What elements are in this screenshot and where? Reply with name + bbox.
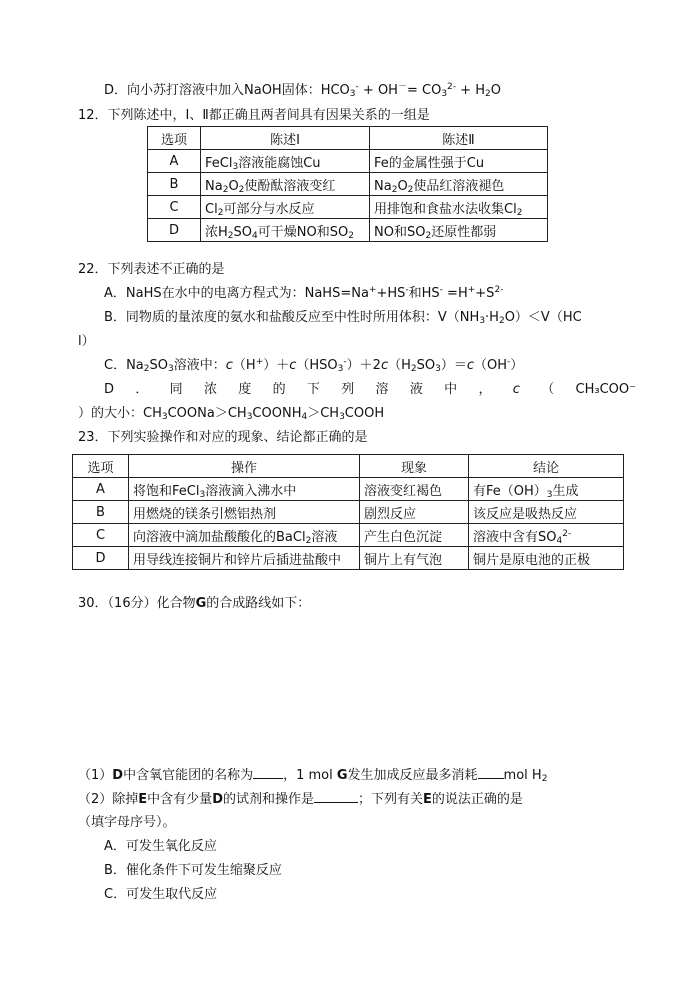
- table-row: [73, 501, 624, 524]
- q23-c-phenomenon: 产生白色沉淀: [360, 524, 469, 547]
- q30-stem: 30．（16分）化合物G的合成路线如下：: [78, 596, 311, 611]
- q23-header-conclusion: 结论: [469, 455, 624, 478]
- table-row: [148, 219, 548, 242]
- q11-option-d: D．向小苏打溶液中加入NaOH固体：$HCO_3^- + OH^-= CO_3^{2-} + H_2O$: [104, 82, 501, 99]
- q22-option-d-continued: ）的大小：$CH_3COONa>CH_3COONH_4>CH_3COOH$: [78, 406, 385, 422]
- q30-option-c: C．可发生取代反应: [104, 887, 218, 902]
- q23-a-operation: 将饱和FeCl$_3$溶液滴入沸水中: [129, 478, 360, 501]
- table-row: [73, 478, 624, 501]
- q23-d-phenomenon: 铜片上有气泡: [360, 547, 469, 570]
- q23-header-operation: 操作: [129, 455, 360, 478]
- q12-option-c: C: [148, 196, 201, 219]
- table-row: [73, 547, 624, 570]
- q30-part1: （1）D中含氧官能团的名称为 ，1 mol G发生加成反应最多消耗 mol $H_2$: [78, 768, 548, 784]
- q12-c-statement2: 用排饱和食盐水法收集$Cl_2$: [370, 196, 548, 219]
- q23-option-d: D: [73, 547, 129, 570]
- q12-stem: 12．下列陈述中，Ⅰ、Ⅱ都正确且两者间具有因果关系的一组是: [78, 108, 430, 123]
- q23-c-operation: 向溶液中滴加盐酸酸化的BaCl$_2$溶液: [129, 524, 360, 547]
- q23-option-b: B: [73, 501, 129, 524]
- q22-option-a: A．NaHS在水中的电离方程式为：NaHS=Na++HS-和$HS^- =H^++S^{2-}$: [104, 285, 504, 301]
- q30-option-a: A．可发生氧化反应: [104, 839, 217, 854]
- q12-c-statement1: $Cl_2$可部分与水反应: [201, 196, 370, 219]
- q23-option-c: C: [73, 524, 129, 547]
- q12-option-d: D: [148, 219, 201, 242]
- table-row: [148, 150, 548, 173]
- q23-table: [72, 454, 624, 570]
- q12-a-statement2: Fe的金属性强于Cu: [370, 150, 548, 173]
- q12-header-statement1: 陈述Ⅰ: [201, 127, 370, 150]
- q23-header-row: [73, 455, 624, 478]
- q30-part2-continued: （填字母序号）。: [78, 815, 176, 830]
- q23-d-conclusion: 铜片是原电池的正极: [469, 547, 624, 570]
- q23-option-a: A: [73, 478, 129, 501]
- q23-stem: 23．下列实验操作和对应的现象、结论都正确的是: [78, 430, 368, 445]
- q12-b-statement2: $Na_2O_2$使品红溶液褪色: [370, 173, 548, 196]
- q23-header-phenomenon: 现象: [360, 455, 469, 478]
- answer-blank[interactable]: [253, 766, 283, 779]
- q12-d-statement1: 浓$H_2SO_4$可干燥NO和$SO_2$: [201, 219, 370, 242]
- q23-a-phenomenon: 溶液变红褐色: [360, 478, 469, 501]
- q22-option-d: D ． 同 浓 度 的 下 列 溶 液 中 ， c （ CH₃COO⁻: [104, 382, 636, 397]
- answer-blank[interactable]: [478, 766, 504, 779]
- q30-part2: （2）除掉E中含有少量D的试剂和操作是 ；下列有关E的说法正确的是: [78, 792, 523, 807]
- q22-option-b: B．同物质的量浓度的氨水和盐酸反应至中性时所用体积：$V(NH_3\cdot H_2O)<V(HC$: [104, 310, 582, 326]
- q12-b-statement1: $Na_2O_2$使酚酞溶液变红: [201, 173, 370, 196]
- q22-stem: 22．下列表述不正确的是: [78, 262, 225, 277]
- q12-header-statement2: 陈述Ⅱ: [370, 127, 548, 150]
- answer-blank[interactable]: [314, 790, 358, 803]
- q23-a-conclusion: 有$Fe(OH)_3$生成: [469, 478, 624, 501]
- table-row: [148, 196, 548, 219]
- q23-b-operation: 用燃烧的镁条引燃铝热剂: [129, 501, 360, 524]
- table-row: [73, 524, 624, 547]
- q12-table: [147, 126, 548, 242]
- table-row: [148, 173, 548, 196]
- q12-a-statement1: FeCl$_3$溶液能腐蚀Cu: [201, 150, 370, 173]
- q12-d-statement2: NO和$SO_2$还原性都弱: [370, 219, 548, 242]
- q23-c-conclusion: 溶液中含有$SO_4^{2-}$: [469, 524, 624, 547]
- q30-option-b: B．催化条件下可发生缩聚反应: [104, 863, 282, 878]
- q22-option-b-continued: l）: [78, 334, 95, 349]
- q12-header-option: 选项: [148, 127, 201, 150]
- q12-header-row: [148, 127, 548, 150]
- q23-header-option: 选项: [73, 455, 129, 478]
- q12-option-b: B: [148, 173, 201, 196]
- q23-b-phenomenon: 剧烈反应: [360, 501, 469, 524]
- q22-option-c: C．$Na_2SO_3$溶液中：$c(H^+)+c(HSO_3^-)+2c(H_2SO_3)=c(OH^-)$: [104, 357, 524, 374]
- q23-d-operation: 用导线连接铜片和锌片后插进盐酸中: [129, 547, 360, 570]
- q12-option-a: A: [148, 150, 201, 173]
- q23-b-conclusion: 该反应是吸热反应: [469, 501, 624, 524]
